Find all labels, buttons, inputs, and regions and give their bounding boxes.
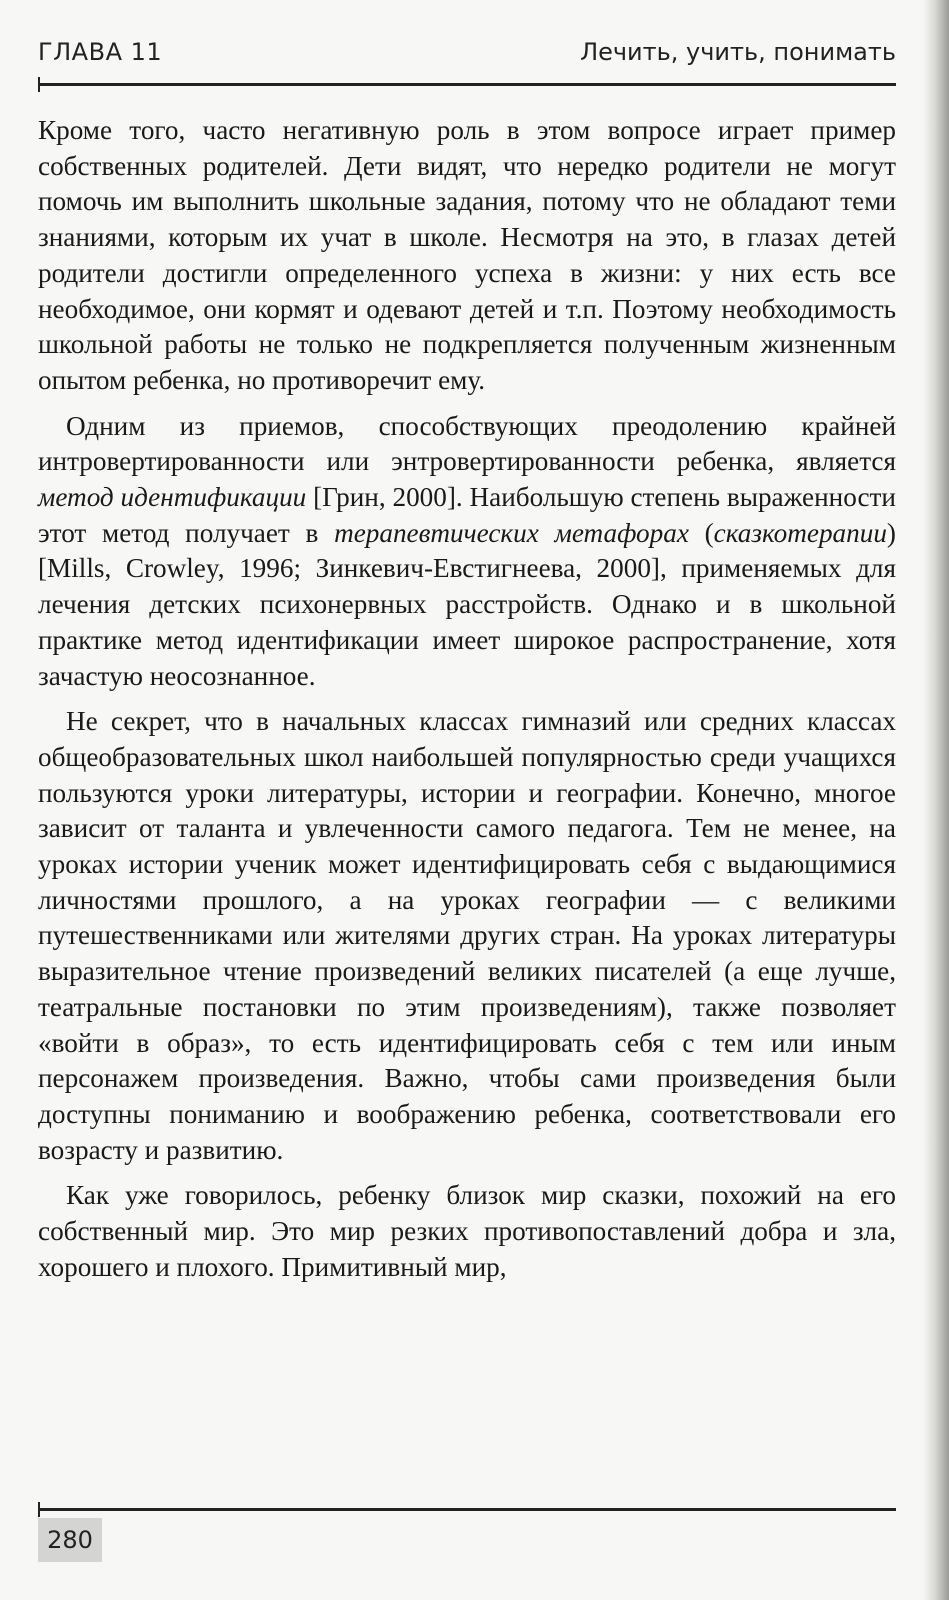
paragraph-2-text-b: [Грин, 2000]. Наибольшую степень выраженности этот метод получает в	[38, 482, 896, 548]
paragraph-1-text: Кроме того, часто негативную роль в этом вопросе играет пример собственных родителей. Дети видят, что нередко родители не могут помочь им выполнить школьные задания, потому что не обладают теми знаниями, которым их учат в школе. Несмотря на это, в глазах детей родители достигли определенного успеха в жизни: у них есть все необходимое, они кормят и одевают детей и т.п. Поэтому необходимость школьной работы не только не подкрепляется полученным жизненным опытом ребенка, но противоречит ему.	[38, 115, 896, 395]
term-fairytale-therapy: сказкотерапии	[713, 517, 887, 548]
paragraph-4-text: Как уже говорилось, ребенку близок мир сказки, похожий на его собственный мир. Это мир резких противопоставлений добра и зла, хорошего и плохого. Примитивный мир,	[38, 1180, 896, 1282]
paragraph-4	[38, 1178, 896, 1285]
page-number: 280	[38, 1518, 102, 1562]
running-title: Лечить, учить, понимать	[580, 38, 896, 66]
page-edge-shadow	[923, 0, 949, 1600]
paragraph-1	[38, 113, 896, 399]
term-identification-method: метод идентификации	[38, 482, 307, 513]
chapter-label: ГЛАВА 11	[38, 38, 163, 66]
paragraph-2-text-a: Одним из приемов, способствующих преодолению крайней интровертированности или энтровертированности ребенка, является	[38, 410, 896, 477]
paragraph-2-text-c: (	[688, 517, 714, 548]
paragraph-2	[38, 409, 896, 695]
footer-rule	[38, 1508, 896, 1511]
running-header	[38, 38, 896, 78]
paragraph-3	[38, 704, 896, 1168]
paragraph-3-text: Не секрет, что в начальных классах гимназий или средних классах общеобразовательных школ наибольшей популярностью среди учащихся пользуются уроки литературы, истории и географии. Конечно, многое зависит от таланта и увлеченности самого педагога. Тем не менее, на уроках истории ученик может идентифицировать себя с выдающимися личностями прошлого, а на уроках географии — с великими путешественниками или жителями других стран. На уроках литературы выразительное чтение произведений великих писателей (а еще лучше, театральные постановки по этим произведениям), также позволяет «войти в образ», то есть идентифицировать себя с тем или иным персонажем произведения. Важно, чтобы сами произведения были доступны пониманию и воображению ребенка, соответствовали его возрасту и развитию.	[38, 706, 896, 1165]
header-rule	[38, 83, 896, 86]
paragraph-2-text-d: ) [Mills, Crowley, 1996; Зинкевич-Евстигнеева, 2000], применяемых для лечения детских психонервных расстройств. Однако и в школьной практике метод идентификации имеет широкое распространение, хотя зачастую неосознанное.	[38, 517, 896, 691]
term-therapeutic-metaphors: терапевтических метафорах	[334, 517, 689, 548]
body-text	[38, 113, 896, 1286]
